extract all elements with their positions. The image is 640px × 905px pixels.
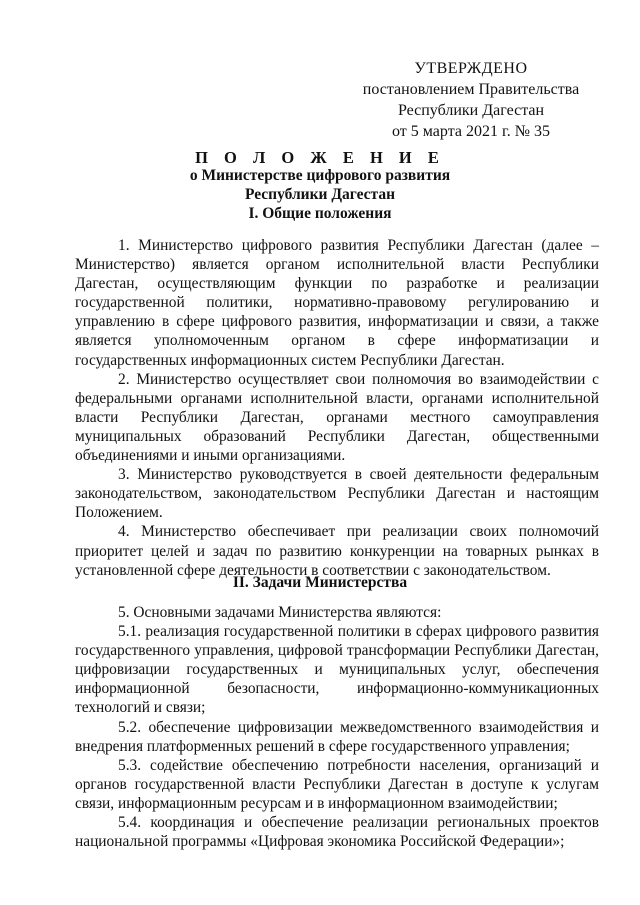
paragraph-5-1: 5.1. реализация государственной политики в сферах цифрового развития государственного управления, цифровой трансформации Республики Дагестан, цифровизации государственных и муниципальных услуг, обеспечения информационной безопасности, информационно-коммуникационных технологий и связи; (75, 623, 599, 717)
section-2-body (75, 603, 599, 851)
paragraph-5-4: 5.4. координация и обеспечение реализации региональных проектов национальной программы «Цифровая экономика Российской Федерации»; (75, 814, 599, 851)
paragraph-3: 3. Министерство руководствуется в своей деятельности федеральным законодательством, законодательством Республики Дагестан и настоящим Положением. (75, 466, 599, 522)
approval-stamp (356, 58, 586, 142)
approval-title: УТВЕРЖДЕНО (414, 60, 528, 77)
section-2-heading: II. Задачи Министерства (232, 574, 408, 591)
approval-line-1: постановлением Правительства (362, 81, 580, 98)
document-subtitle (0, 166, 640, 204)
paragraph-5: 5. Основными задачами Министерства являются: (118, 604, 442, 621)
paragraph-4: 4. Министерство обеспечивает при реализации своих полномочий приоритет целей и задач по развитию конкуренции на товарных рынках в установленной сфере деятельности в соответствии с законодательством. (75, 523, 599, 579)
approval-line-3: от 5 марта 2021 г. № 35 (392, 123, 550, 140)
document-subtitle-line-2: Республики Дагестан (244, 186, 396, 203)
approval-line-2: Республики Дагестан (397, 102, 545, 119)
paragraph-5-3: 5.3. содействие обеспечению потребности населения, организаций и органов государственной власти Республики Дагестан в доступе к услугам связи, информационным ресурсам и в информационном взаимодействии; (75, 756, 599, 812)
section-1-body (75, 236, 599, 580)
document-subtitle-line-1: о Министерстве цифрового развития (189, 167, 451, 184)
paragraph-5-2: 5.2. обеспечение цифровизации межведомственного взаимодействия и внедрения платформенных решений в сфере государственного управления; (75, 718, 599, 755)
document-title: П О Л О Ж Е Н И Е (195, 148, 445, 167)
paragraph-1: 1. Министерство цифрового развития Республики Дагестан (далее – Министерство) является органом исполнительной власти Республики Дагестан, осуществляющим функции по разработке и реализации государственной политики, нормативно-правовому регулированию и управлению в сфере цифрового развития, информатизации и связи, а также является уполномоченным органом в сфере информатизации и государственных информационных систем Республики Дагестан. (75, 237, 599, 369)
section-1-heading: I. Общие положения (248, 205, 392, 222)
paragraph-2: 2. Министерство осуществляет свои полномочия во взаимодействии с федеральными органами исполнительной власти, органами исполнительной власти Республики Дагестан, органами местного самоуправления муниципальных образований Республики Дагестан, общественными объединениями и иными организациями. (75, 370, 599, 465)
